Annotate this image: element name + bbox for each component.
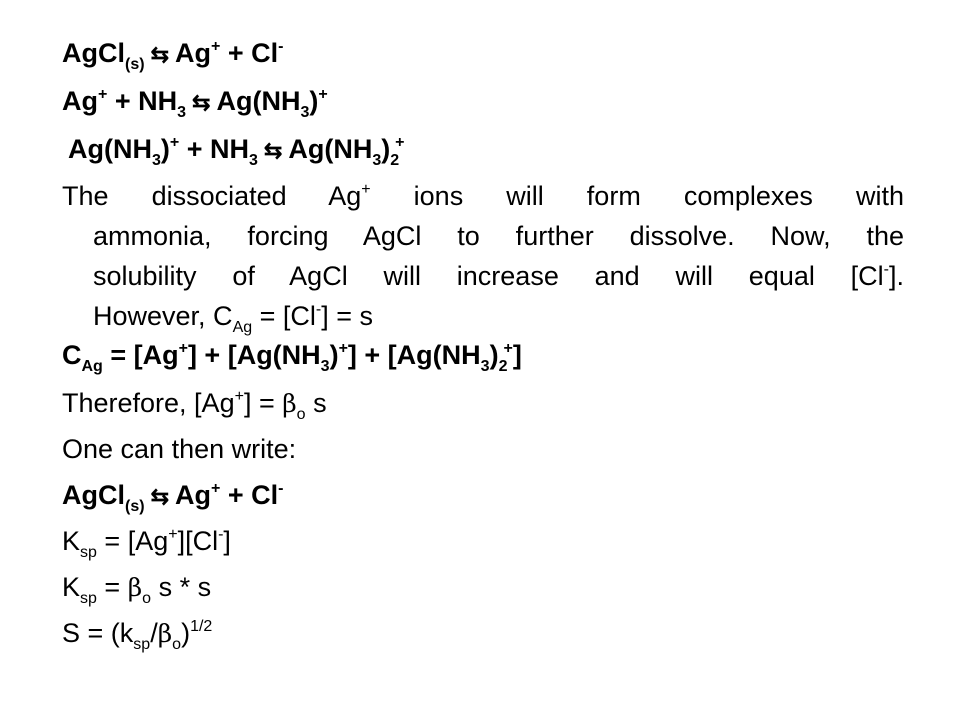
equation-mass-balance <box>62 340 902 375</box>
charge-superscript: + <box>168 526 178 543</box>
solubility-solution <box>62 618 902 653</box>
equilibrium-arrow-icon: ⇆ <box>192 90 211 115</box>
paragraph-line <box>93 296 904 336</box>
equation-text: = [Ag <box>96 526 169 556</box>
charge-superscript: - <box>278 38 284 55</box>
charge-superscript: + <box>503 340 513 357</box>
ksp-beta-expression <box>62 572 902 607</box>
equation-text: S = (k <box>62 618 134 648</box>
paragraph-text: ] = s <box>321 301 374 331</box>
paragraph-line <box>62 176 904 216</box>
charge-superscript: + <box>361 181 371 198</box>
paragraph-text: The dissociated Ag <box>62 181 362 211</box>
subscript: sp <box>133 636 151 653</box>
paragraph-line: ammonia, forcing AgCl to further dissolve. Now, the <box>93 221 904 251</box>
species-text: ) <box>160 134 170 164</box>
equation-text: ][Cl <box>177 526 219 556</box>
species-text: Ag(NH <box>68 134 152 164</box>
species-text: AgCl <box>62 480 125 510</box>
exponent-superscript: 1/2 <box>190 618 213 635</box>
species-text: ) <box>381 134 391 164</box>
subscript: 2 <box>498 358 508 375</box>
subscript: Ag <box>81 358 103 375</box>
subscript: Ag <box>232 319 253 336</box>
subscript: 2 <box>390 152 400 169</box>
symbol-text: C <box>62 340 82 370</box>
equation-agcl-dissociation-repeat <box>62 480 902 515</box>
subscript: sp <box>80 590 97 607</box>
subscript: sp <box>80 544 97 561</box>
equation-text: ] <box>223 526 231 556</box>
state-subscript: (s) <box>125 498 145 515</box>
subscript: 3 <box>249 152 258 169</box>
paragraph-text: solubility of AgCl will increase and will equal [Cl <box>93 261 884 291</box>
equilibrium-arrow-icon: ⇆ <box>150 484 169 509</box>
charge-superscript: + <box>169 134 180 151</box>
subscript: o <box>296 406 306 423</box>
equation-text: s * s <box>151 572 212 602</box>
charge-superscript: + <box>211 38 221 55</box>
paragraph-continuation <box>62 216 904 336</box>
charge-superscript: + <box>234 388 244 405</box>
explanation-paragraph <box>62 176 904 336</box>
paragraph-text: ions will form complexes with <box>370 181 904 211</box>
subscript: 3 <box>300 104 310 121</box>
equation-text: Therefore, [Ag <box>62 388 235 418</box>
paragraph-text: ]. <box>888 261 904 291</box>
species-text: Ag(NH <box>216 86 301 116</box>
species-text: Ag(NH <box>288 134 373 164</box>
equation-agcl-dissociation <box>62 38 902 73</box>
symbol-text: K <box>62 572 81 602</box>
charge-superscript: - <box>278 480 284 497</box>
subscript: o <box>172 636 182 653</box>
species-text: Ag <box>175 38 211 68</box>
equation-first-complex <box>62 86 902 121</box>
charge-superscript: + <box>395 134 405 151</box>
subscript: 3 <box>320 358 330 375</box>
ksp-expression <box>62 526 902 561</box>
paragraph-text: = [Cl <box>252 301 316 331</box>
species-text: + NH <box>179 134 250 164</box>
subscript: 3 <box>151 152 161 169</box>
equation-text: / <box>150 618 158 648</box>
subscript: 3 <box>372 152 382 169</box>
charge-superscript: - <box>218 526 224 543</box>
intro-line: One can then write: <box>62 434 297 464</box>
charge-superscript: - <box>315 301 322 318</box>
subscript: 3 <box>480 358 490 375</box>
species-text: ) <box>309 86 319 116</box>
state-subscript: (s) <box>125 56 145 73</box>
equation-text: ) <box>489 340 499 370</box>
equation-text: ] <box>512 340 522 370</box>
equation-second-complex <box>68 134 902 169</box>
equation-text: ] = <box>243 388 283 418</box>
charge-superscript: - <box>883 261 889 278</box>
charge-superscript: + <box>98 86 108 103</box>
paragraph-line <box>93 256 904 296</box>
species-text: + NH <box>107 86 178 116</box>
charge-superscript: + <box>318 86 328 103</box>
symbol-text: K <box>62 526 81 556</box>
equation-text: s <box>305 388 327 418</box>
equation-text: ] + [Ag(NH <box>347 340 481 370</box>
subscript: o <box>142 590 152 607</box>
equation-text: ) <box>329 340 339 370</box>
species-text: AgCl <box>62 38 125 68</box>
equation-text: ) <box>181 618 191 648</box>
equilibrium-arrow-icon: ⇆ <box>150 42 169 67</box>
species-text: + Cl <box>220 38 279 68</box>
paragraph-text: However, C <box>93 301 233 331</box>
beta-symbol: β <box>127 573 143 602</box>
equation-text: = <box>96 572 128 602</box>
species-text: Ag <box>175 480 211 510</box>
therefore-line <box>62 388 902 423</box>
equilibrium-arrow-icon: ⇆ <box>263 138 283 163</box>
charge-superscript: + <box>178 340 188 357</box>
charge-superscript: + <box>338 340 348 357</box>
charge-superscript: + <box>211 480 221 497</box>
equation-text: ] + [Ag(NH <box>187 340 321 370</box>
subscript: 3 <box>177 104 187 121</box>
beta-symbol: β <box>157 619 173 648</box>
species-text: + Cl <box>220 480 279 510</box>
species-text: Ag <box>62 86 98 116</box>
equation-text: = [Ag <box>102 340 179 370</box>
beta-symbol: β <box>282 389 297 418</box>
